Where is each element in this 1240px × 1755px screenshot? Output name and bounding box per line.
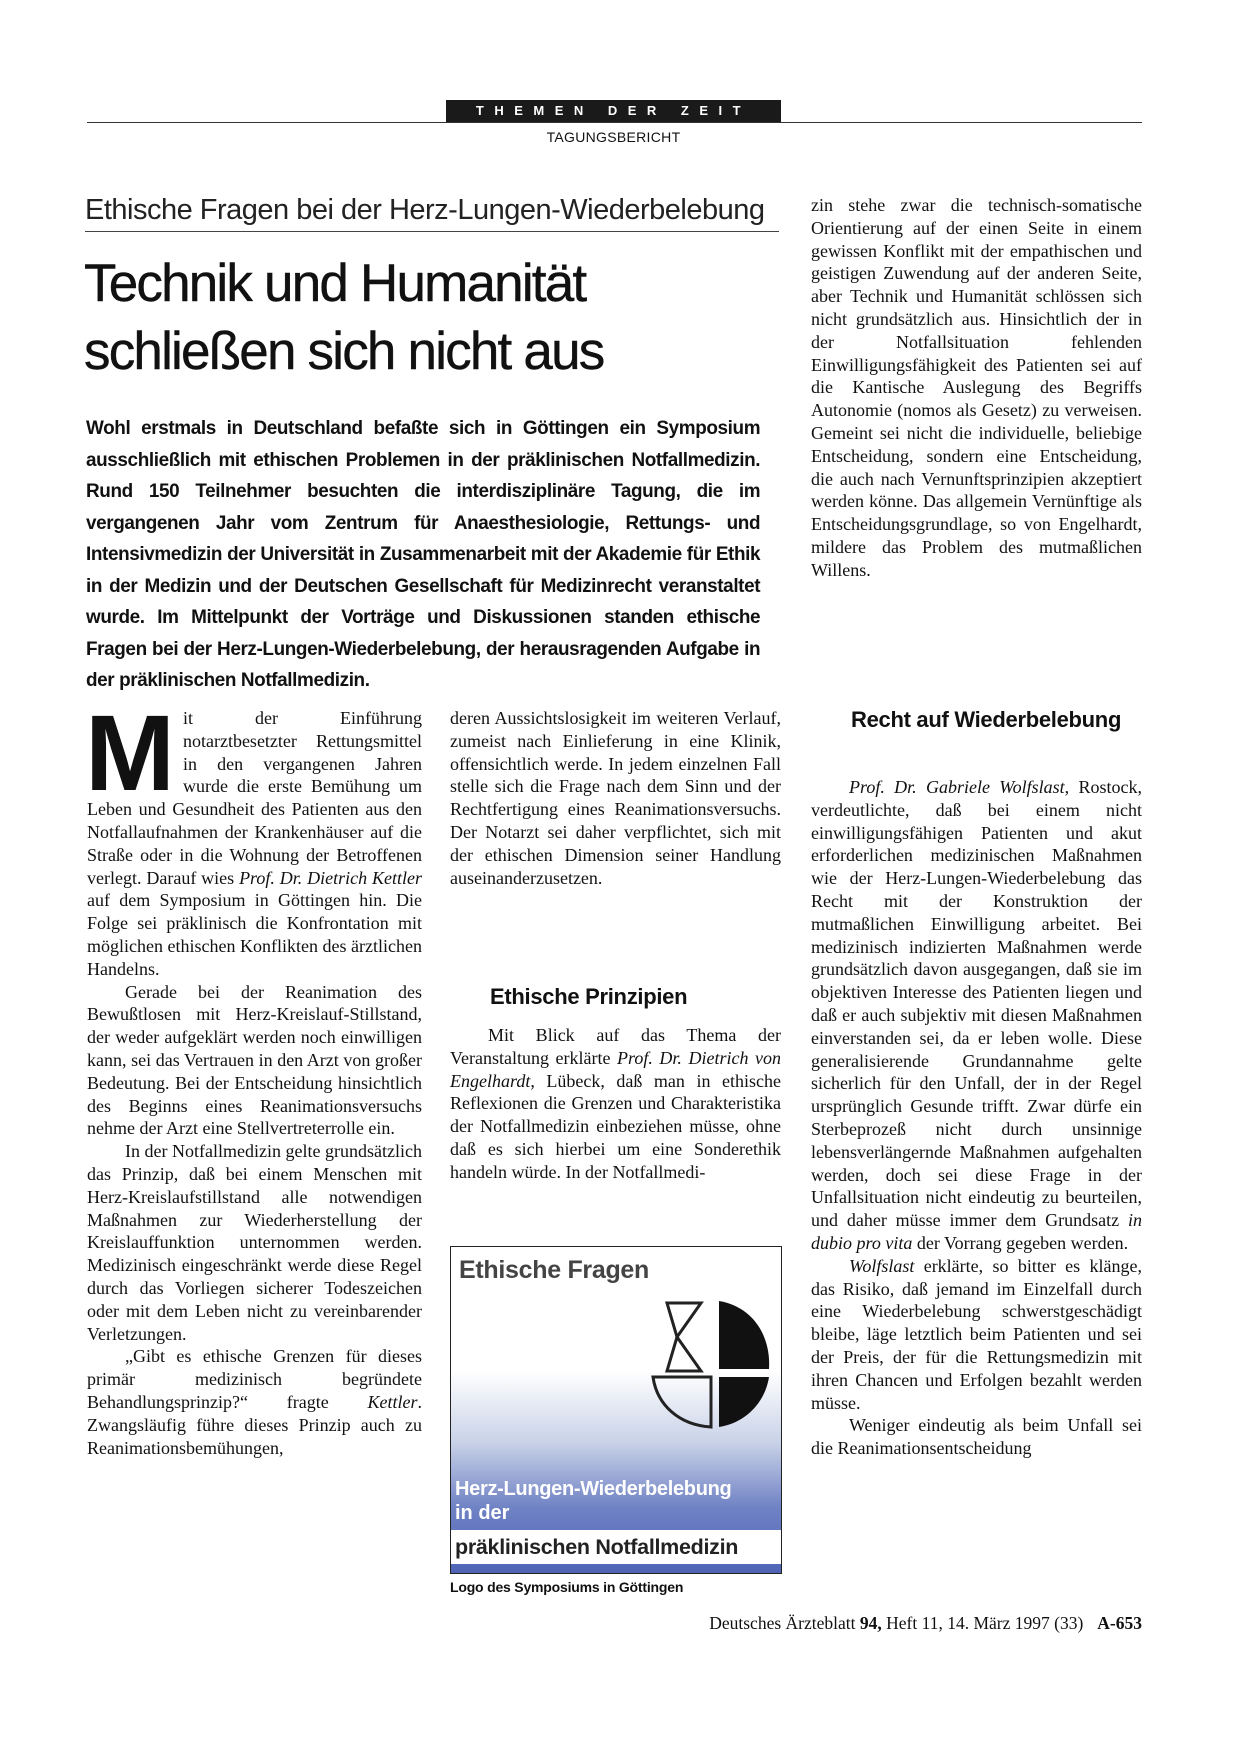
paragraph-text: , Lübeck, daß man in ethische Reflexionen die Grenzen und Charakteristika der Notfallmedizin einbeziehen müsse, ohne daß es sich hierbei um eine Sonderethik handeln würde. In der Notfallmedi- xyxy=(450,1070,781,1182)
paragraph-text: erklärte, so bitter es klänge, das Risiko, daß jemand im Einzelfall durch eine Wiederbelebung schwerstgeschädigt bleibe, läge letztlich beim Patienten und sei der Preis, der für die Rettungsmedizin mit ihren Chancen und Erfolgen bezahlt werden müsse. xyxy=(811,1255,1142,1413)
paragraph-text: it der Einführung notarztbesetzter Rettungsmittel in den vergangenen Jahren wurde die erste Bemühung um Leben und Gesundheit des Patienten aus den Notfallaufnahmen der Krankenhäuser auf die Straße oder in die Wohnung der Betroffenen verlegt. Darauf wies xyxy=(87,708,422,888)
logo-title: Ethische Fragen xyxy=(459,1256,649,1284)
body-column-3-continued xyxy=(811,776,1142,1460)
person-name: Kettler xyxy=(367,1391,418,1412)
paragraph xyxy=(811,776,1142,1255)
volume-number: 94, xyxy=(859,1613,882,1633)
header-rule xyxy=(87,122,1142,123)
logo-mark-icon xyxy=(649,1297,774,1432)
paragraph xyxy=(811,1255,1142,1415)
paragraph: Gerade bei der Reanimation des Bewußtlosen mit Herz-Kreislauf-Stillstand, der weder aufgeklärt werden noch einwilligen kann, sei das Vertrauen in den Arzt von großer Bedeutung. Bei der Entscheidung hinsichtlich des Beginns eines Reanimationsversuchs nehme der Arzt eine Stellvertreterrolle ein. xyxy=(87,981,422,1139)
paragraph-text: Mit Blick auf das Thema der Veranstaltung erklärte xyxy=(450,1025,781,1068)
article-kicker: Ethische Fragen bei der Herz-Lungen-Wiederbelebung xyxy=(85,194,765,226)
latin-phrase: in dubio pro vita xyxy=(811,1210,1142,1253)
paragraph-text: , Rostock, verdeutlichte, daß bei einem nicht einwilligungsfähigen Patienten und akut erforderlichen medizinischen Maßnahmen wie der Herz-Lungen-Wiederbelebung das Recht mit der Konstruktion der mutmaßlichen Einwilligung arbeitet. Bei medizinisch indizierten Maßnahmen werde grundsätzlich davon ausgegangen, daß sie im objektiven Interesse des Patienten liegen und daß er auch subjektiv mit diesen Maßnahmen einverstanden sei, da er leben wolle. Diese generalisierende Grundannahme gelte sicherlich für den Unfall, der in der Regel ursprünglich Gesunde trifft. Zwar dürfe ein Sterbeprozeß nicht durch unsinnige lebensverlängernde Maßnahmen aufgehalten werden, doch sei diese Frage in der Unfallsituation nicht eindeutig zu beurteilen, und daher müsse immer dem Grundsatz xyxy=(811,777,1142,1231)
body-column-2-continued xyxy=(450,1024,781,1184)
issue-info: Heft 11, 14. März 1997 (33) xyxy=(881,1613,1084,1633)
body-column-2 xyxy=(450,707,781,889)
paragraph-text: . Zwangsläufig führe dieses Prinzip auch zu Reanimationsbemühungen, xyxy=(87,1391,422,1458)
body-column-3 xyxy=(811,194,1142,582)
kicker-rule xyxy=(85,231,779,232)
article-lead: Wohl erstmals in Deutschland befaßte sich in Göttingen ein Symposium ausschließlich mit ethischen Problemen in der präklinischen Notfallmedizin. Rund 150 Teilnehmer besuchten die interdisziplinäre Tagung, die im vergangenen Jahr vom Zentrum für Anaesthesiologie, Rettungs- und Intensivmedizin der Universität in Zusammenarbeit mit der Akademie für Ethik in der Medizin und der Deutschen Gesellschaft für Medizinrecht veranstaltet wurde. Im Mittelpunkt der Vorträge und Diskussionen standen ethische Fragen bei der Herz-Lungen-Wiederbelebung, der herausragenden Aufgabe in der präklinischen Notfallmedizin. xyxy=(86,417,761,691)
person-name: Wolfslast xyxy=(849,1255,915,1276)
paragraph xyxy=(85,692,422,981)
paragraph xyxy=(450,1024,781,1184)
person-name: Prof. Dr. Dietrich Kettler xyxy=(239,867,422,888)
journal-name: Deutsches Ärzteblatt xyxy=(709,1613,860,1633)
paragraph: zin stehe zwar die technisch-somatische Orientierung auf der einen Seite in einem gewissen Konflikt mit der empathischen und geistigen Zuwendung auf der anderen Seite, aber Technik und Humanität schlössen sich nicht grundsätzlich aus. Hinsichtlich der in der Notfallsituation fehlenden Einwilligungsfähigkeit des Patienten sei auf die Kantische Auslegung des Begriffs Autonomie (nomos als Gesetz) zu verweisen. Gemeint sei nicht die individuelle, beliebige Entscheidung, sondern eine Entscheidung, die auch nach Vernunftsprinzipien akzeptiert werden könne. Das allgemein Vernünftige als Entscheidungsgrundlage, so von Engelhardt, mildere das Problem des mutmaßlichen Willens. xyxy=(811,195,1142,580)
paragraph: In der Notfallmedizin gelte grundsätzlich das Prinzip, daß bei einem Menschen mit Herz-Kreislaufstillstand alle notwendigen Maßnahmen zur Wiederherstellung der Kreislauffunktion unternommen werden. Medizinisch eingeschränkt werde diese Regel durch das Vorliegen sicherer Todeszeichen oder mit dem Leben nicht zu vereinbarender Verletzungen. xyxy=(87,1141,422,1344)
paragraph-text: auf dem Symposium in Göttingen hin. Die Folge sei präklinisch die Konfrontation mit möglichen ethischen Konflikten des ärztlichen Handelns. xyxy=(87,890,422,979)
paragraph: Weniger eindeutig als beim Unfall sei die Reanimationsentscheidung xyxy=(811,1415,1142,1459)
logo-line-1: Herz-Lungen-Wiederbelebung xyxy=(455,1478,732,1500)
logo-line-2: in der xyxy=(455,1502,510,1524)
drop-cap: M xyxy=(85,692,175,813)
page-number: A-653 xyxy=(1097,1613,1142,1633)
figure-caption: Logo des Symposiums in Göttingen xyxy=(450,1579,684,1595)
page-footer xyxy=(560,1613,1142,1634)
paragraph-text: „Gibt es ethische Grenzen für dieses primär medizinisch begründete Behandlungsprinzip?“ fragte xyxy=(87,1346,422,1412)
section-label: TAGUNGSBERICHT xyxy=(546,129,681,145)
article-headline: Technik und Humanität schließen sich nicht aus xyxy=(84,254,604,381)
logo-line-3: präklinischen Notfallmedizin xyxy=(451,1530,781,1564)
paragraph-text: der Vorrang gegeben werden. xyxy=(912,1232,1129,1253)
paragraph: deren Aussichtslosigkeit im weiteren Verlauf, zumeist nach Einlieferung in eine Klinik, offensichtlich werde. In jedem einzelnen Fall stelle sich die Frage nach dem Sinn und der Rechtfertigung eines Reanimationsversuchs. Der Notarzt sei daher verpflichtet, sich mit der ethischen Dimension seiner Handlung auseinanderzusetzen. xyxy=(450,708,781,888)
body-column-1 xyxy=(85,692,422,1459)
symposium-logo xyxy=(450,1246,782,1574)
paragraph xyxy=(87,1345,422,1459)
person-name: Prof. Dr. Dietrich von Engelhardt xyxy=(450,1047,781,1091)
subhead-recht-auf-wiederbelebung: Recht auf Wiederbelebung xyxy=(851,707,1122,732)
subhead-ethische-prinzipien: Ethische Prinzipien xyxy=(490,984,688,1009)
rubric-bar: THEMEN DER ZEIT xyxy=(446,100,781,122)
person-name: Prof. Dr. Gabriele Wolfslast xyxy=(849,777,1065,797)
